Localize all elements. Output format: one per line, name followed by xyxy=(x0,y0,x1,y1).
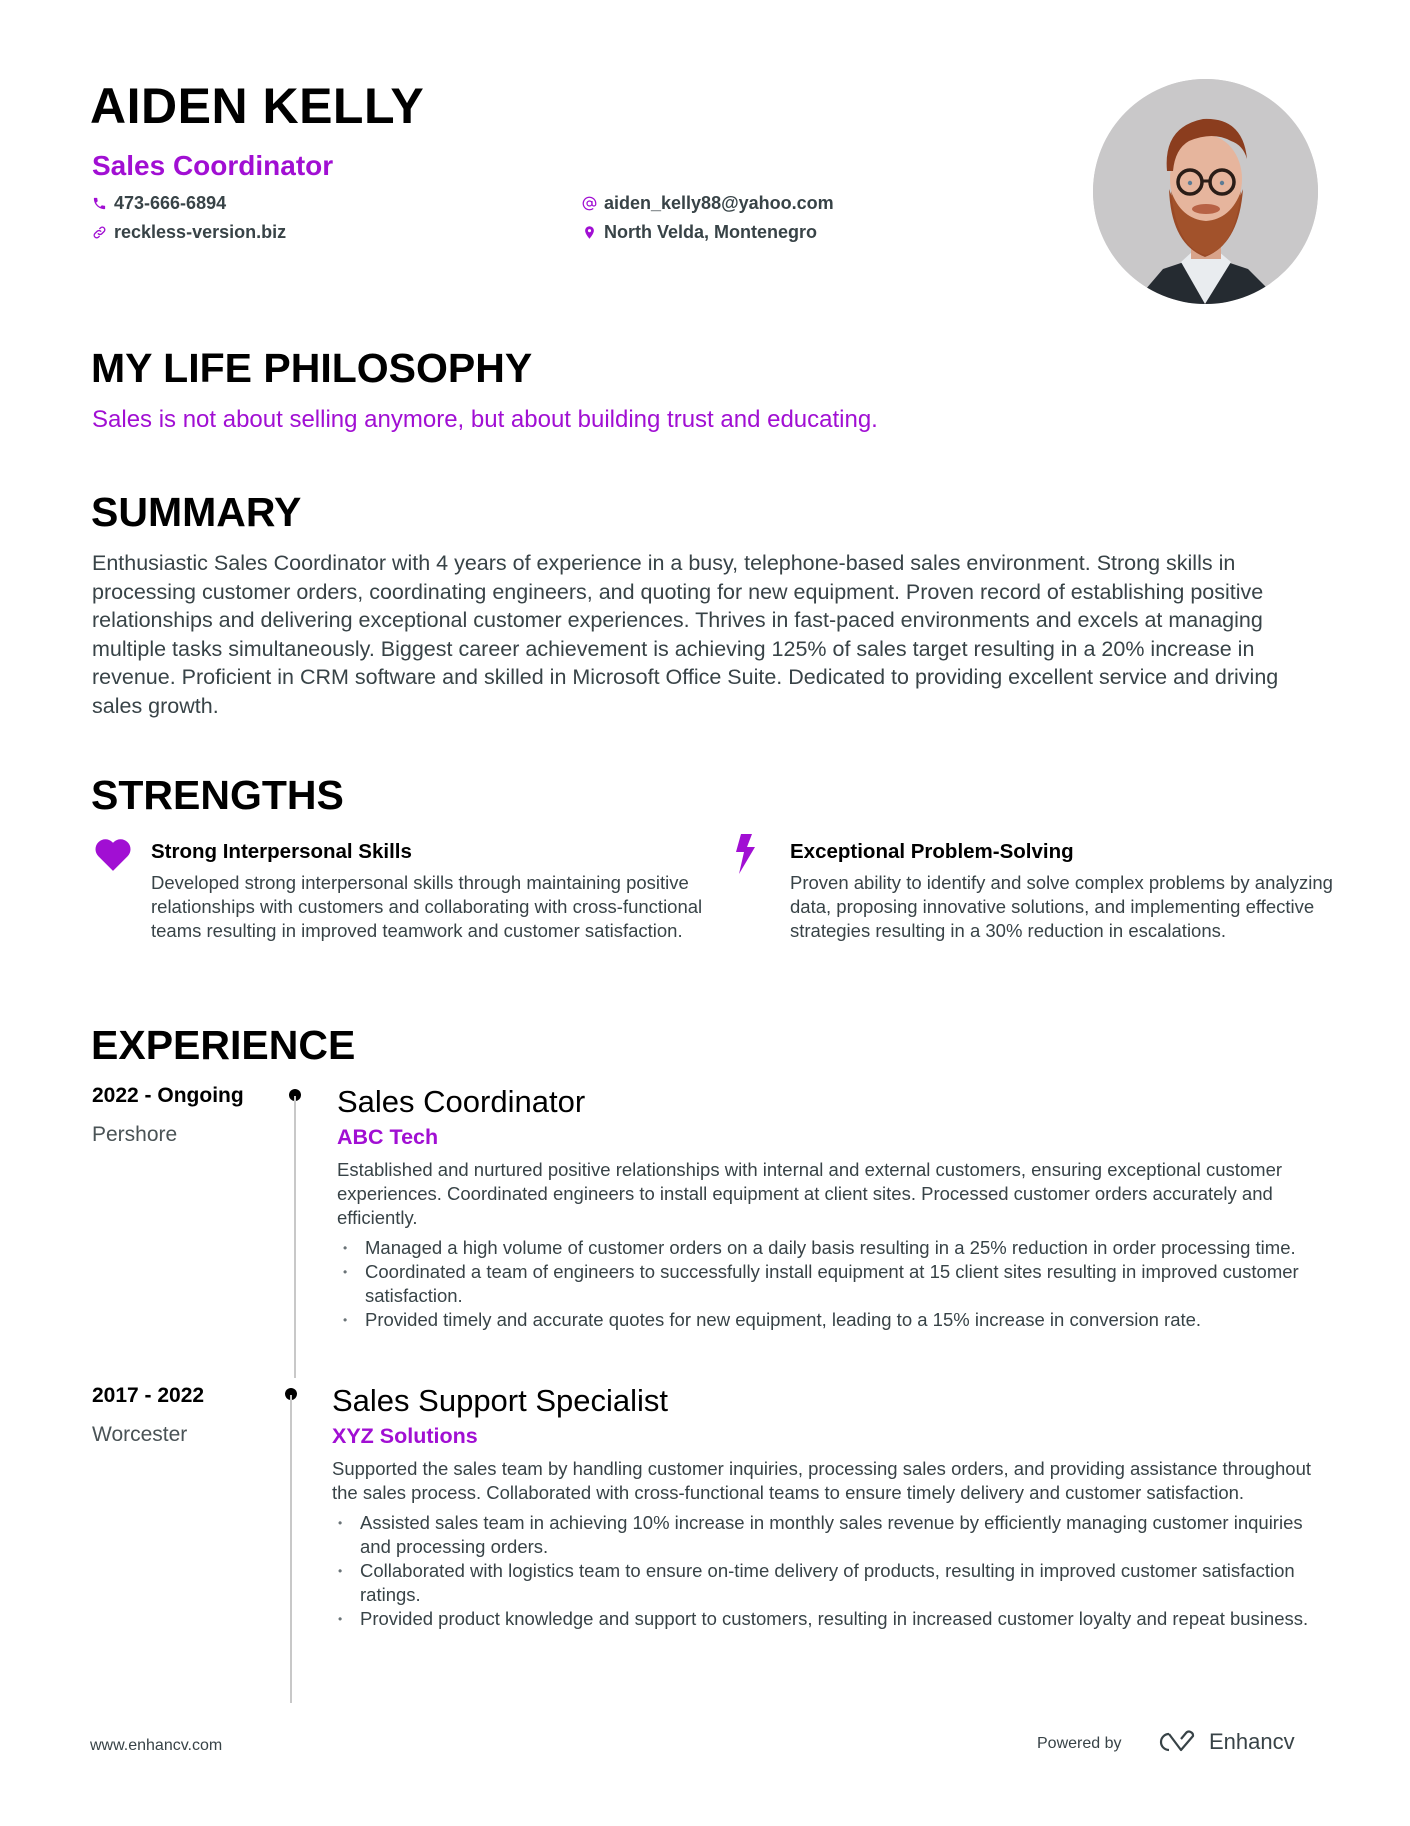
strength-icon-wrap-1 xyxy=(93,835,133,880)
contact-location xyxy=(582,221,817,243)
brand-name: Enhancv xyxy=(1209,1729,1295,1754)
summary-text: Enthusiastic Sales Coordinator with 4 years of experience in a busy, telephone-based sales environment. Strong skills in processing customer orders, coordinating engineers, and quoting for new equipment. Proven record of establishing positive relationships and delivering exceptional customer experiences. Thrives in fast-paced environments and excels at managing multiple tasks simultaneously. Biggest career achievement is achieving 125% of sales target resulting in a 20% increase in revenue. Proficient in CRM software and skilled in Microsoft Office Suite. Dedicated to providing excellent service and driving sales growth. xyxy=(92,551,1279,718)
link-icon xyxy=(92,225,107,240)
exp-description: Supported the sales team by handling customer inquiries, processing sales orders, and providing assistance throughout the sales process. Collaborated with cross-functional teams to ensure timely delivery and customer satisfaction. xyxy=(332,1458,1312,1503)
profile-photo-icon xyxy=(1093,79,1318,304)
philosophy-quote: Sales is not about selling anymore, but about building trust and educating. xyxy=(92,406,878,433)
candidate-name: AIDEN KELLY xyxy=(90,78,425,134)
exp-dates: 2022 - Ongoing xyxy=(92,1084,244,1107)
lightning-icon xyxy=(733,834,759,874)
exp-job-title: Sales Coordinator xyxy=(337,1084,586,1119)
strength-icon-wrap-2 xyxy=(733,834,759,879)
strength-description: Developed strong interpersonal skills through maintaining positive relationships with customers and collaborating with cross-functional teams resulting in improved teamwork and customer satisfaction. xyxy=(151,872,703,941)
experience-entry xyxy=(337,1084,1317,1332)
strengths-heading: STRENGTHS xyxy=(91,772,344,818)
phone-value: 473-666-6894 xyxy=(114,193,227,213)
exp-job-title: Sales Support Specialist xyxy=(332,1383,669,1418)
email-value[interactable]: aiden_kelly88@yahoo.com xyxy=(604,193,834,213)
timeline-line xyxy=(294,1096,296,1378)
location-pin-icon xyxy=(582,225,597,240)
timeline-line xyxy=(290,1395,292,1703)
phone-icon xyxy=(92,196,107,211)
exp-location: Pershore xyxy=(92,1123,178,1146)
experience-entry xyxy=(332,1383,1312,1631)
exp-company: ABC Tech xyxy=(337,1125,439,1149)
summary-heading: SUMMARY xyxy=(91,489,302,535)
contact-phone xyxy=(92,192,226,214)
exp-company: XYZ Solutions xyxy=(332,1424,478,1448)
exp-bullets xyxy=(337,1236,1317,1332)
exp-bullet: • Managed a high volume of customer orders on a daily basis resulting in a 25% reduction in order processing time. xyxy=(337,1236,1317,1260)
location-value: North Velda, Montenegro xyxy=(604,222,818,242)
strength-item xyxy=(790,839,1350,943)
exp-bullet: • Assisted sales team in achieving 10% increase in monthly sales revenue by efficiently managing customer inquiries and processing orders. xyxy=(332,1511,1312,1559)
at-icon xyxy=(582,196,597,211)
footer-url[interactable]: www.enhancv.com xyxy=(90,1737,223,1754)
exp-location: Worcester xyxy=(92,1423,188,1446)
exp-bullet: • Collaborated with logistics team to ensure on-time delivery of products, resulting in improved customer satisfaction ratings. xyxy=(332,1559,1312,1607)
experience-heading: EXPERIENCE xyxy=(91,1022,356,1068)
exp-bullet: • Provided timely and accurate quotes for new equipment, leading to a 15% increase in conversion rate. xyxy=(337,1308,1317,1332)
brand-logo[interactable] xyxy=(1155,1729,1295,1755)
philosophy-heading: MY LIFE PHILOSOPHY xyxy=(91,345,533,391)
contact-email[interactable] xyxy=(582,192,834,214)
exp-bullets xyxy=(332,1511,1312,1631)
avatar xyxy=(1093,79,1318,304)
exp-bullet: • Provided product knowledge and support to customers, resulting in increased customer loyalty and repeat business. xyxy=(332,1607,1312,1631)
strength-title: Exceptional Problem-Solving xyxy=(790,840,1074,863)
exp-description: Established and nurtured positive relationships with internal and external customers, ensuring exceptional customer experiences. Coordinated engineers to install equipment at client sites. Processed customer orders accurately and efficiently. xyxy=(337,1159,1283,1228)
strength-item xyxy=(151,839,711,943)
enhancv-logo-icon xyxy=(1155,1730,1201,1754)
strength-title: Strong Interpersonal Skills xyxy=(151,840,412,863)
exp-bullet: • Coordinated a team of engineers to successfully install equipment at 15 client sites resulting in improved customer satisfaction. xyxy=(337,1260,1317,1308)
heart-icon xyxy=(93,835,133,875)
powered-by-label: Powered by xyxy=(1037,1735,1122,1752)
contact-website[interactable] xyxy=(92,221,286,243)
website-value[interactable]: reckless-version.biz xyxy=(114,222,287,242)
candidate-title: Sales Coordinator xyxy=(92,150,334,181)
strength-description: Proven ability to identify and solve complex problems by analyzing data, proposing innovative solutions, and implementing effective strategies resulting in a 30% reduction in escalations. xyxy=(790,872,1333,941)
exp-dates: 2017 - 2022 xyxy=(92,1384,205,1407)
